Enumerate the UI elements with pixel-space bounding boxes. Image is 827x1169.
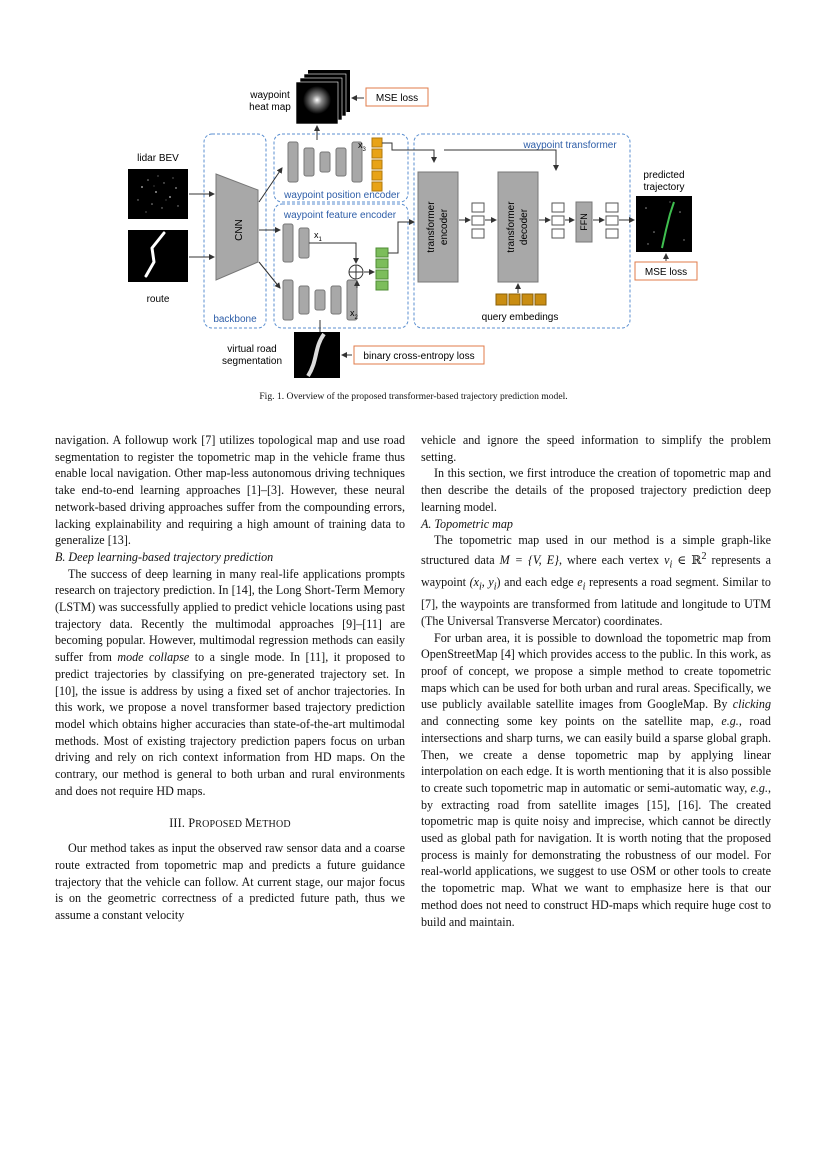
- heat-map-label-1: waypoint: [250, 90, 290, 101]
- predicted-label-1: predicted: [643, 170, 685, 181]
- ffn-label: FFN: [579, 213, 589, 231]
- left-paragraph-1: navigation. A followup work [7] utilizes topological map and use road segmentation to register the topometric map in the vehicle frame thus enable local navigation. Other map-less autonomous driving techniques take end-to-end learning approaches [1]–[3]. However, these neural network-based driving approaches suffer from the compounding errors, lacking explainability and requiring a high amount of training data to generalize [13].: [55, 433, 405, 548]
- decoder-label-1: transformer: [506, 201, 517, 253]
- lidar-bev-label: lidar BEV: [137, 153, 179, 164]
- section-3-heading: III. PROPOSED METHOD: [169, 816, 291, 831]
- left-column: [55, 432, 405, 924]
- predicted-label-2: trajectory: [643, 182, 685, 193]
- left-paragraph-2: The success of deep learning in many real-life applications prompts research on trajectory prediction. In [14], the Long Short-Term Memory (LSTM) was successfully applied to predict vehicle locations using past trajectory data. Recently the multimodal approaches [9]–[11] are becoming popular. However, multimodal regression methods can easily suffer from mode collapse to a single mode. In [11], it proposed to predict trajectories by classifying on pre-generated trajectory set. In [10], the issue is address by using a fixed set of anchor trajectories. In this work, we propose a novel transformer based trajectory prediction model which obtains higher accuracies than state-of-the-art multimodal methods. Most of existing trajectory prediction papers focus on urban driving and rely on rich context information from HD maps. On the contrary, our method is general to both urban and rural environments and does not require HD maps.: [55, 566, 405, 798]
- virtual-road-label-2: segmentation: [221, 356, 283, 367]
- feature-tokens: [376, 248, 388, 290]
- right-column: [421, 432, 771, 930]
- position-encoder-label: waypoint position encoder: [284, 190, 400, 201]
- right-paragraph-2: In this section, we first introduce the creation of topometric map and then describe the details of the proposed trajectory prediction deep learning model.: [421, 466, 771, 514]
- route-image: [128, 230, 188, 282]
- encoder-output-tokens: [472, 203, 484, 238]
- transformer-encoder-block: [418, 172, 458, 282]
- heat-map-label-2: heat map: [249, 102, 291, 113]
- right-paragraph-3: The topometric map used in our method is a simple graph-like structured data M = {V, E}, where each vertex $v_i$ ∈ ℝ$^2$ represents a waypoint ($x_i$, $y_i$) and each edge $e_i$ represents a road segment. Similar to [7], the waypoints are transformed from latitude and longitude to UTM (The Universal Transverse Mercator) coordinates.: [421, 533, 771, 628]
- left-paragraph-3: Our method takes as input the observed raw sensor data and a coarse route extracted from topometric map and predicts a future guidance trajectory that the vehicle can follow. At current stage, our major focus is on the geometric correctness of a predicted future path, thus we assume a constant velocity: [55, 841, 405, 922]
- route-label: route: [146, 294, 170, 305]
- x1-label: $x_1$: [314, 230, 322, 243]
- ffn-output-tokens: [606, 203, 618, 238]
- query-embedding-tokens: [496, 294, 546, 305]
- bce-loss-label: binary cross-entropy loss: [363, 351, 475, 362]
- cnn-label: CNN: [234, 219, 245, 241]
- position-tokens: [372, 138, 382, 191]
- query-embeddings-label: query embedings: [481, 312, 559, 323]
- feature-encoder-label: waypoint feature encoder: [283, 210, 397, 221]
- decoder-output-tokens: [552, 203, 564, 238]
- right-paragraph-1: vehicle and ignore the speed information to simplify the problem setting.: [421, 433, 771, 464]
- encoder-label-1: transformer: [426, 201, 437, 253]
- decoder-label-2: decoder: [519, 208, 530, 246]
- mse-loss-bottom-label: MSE loss: [644, 267, 688, 278]
- right-paragraph-4: For urban area, it is possible to download the topometric map from OpenStreetMap [4] which provides access to the public. In this work, as proof of concept, we propose a simple method to create topometric maps which can be used for both urban and rural areas. Specifically, we use publicly available satellite images from GoogleMap. By clicking and connecting some key points on the satellite map, e.g., road intersections and sharp turns, we can easily build a sparse global graph. Then, we create a dense topometric map by applying linear interpolation on each edge. It is worth mentioning that it is also possible to create such topometric map in automatic or semi-automatic way, e.g., by extracting road from satellite images [15], [16]. The created topometric map is quite noisy and imprecise, which cannot be directly used as global path for navigation. It is worth noting that the proposed process is mainly for demonstrating the robustness of our model. For real-world applications, we suggest to use OSM or other tools to create the topometric map. What we want to emphasize here is that our method does not need to construct HD-maps which require huge cost to build and maintain.: [421, 630, 771, 929]
- x3-label: $x_3$: [358, 140, 366, 153]
- architecture-diagram: [118, 62, 718, 384]
- backbone-label: backbone: [213, 314, 257, 325]
- mse-loss-top-label: MSE loss: [375, 93, 419, 104]
- virtual-road-label-1: virtual road: [227, 344, 277, 355]
- figure-1: [118, 62, 718, 384]
- figure-caption: Fig. 1. Overview of the proposed transformer-based trajectory prediction model.: [259, 391, 568, 402]
- subsection-a-heading: A. Topometric map: [421, 516, 513, 531]
- x2-label: $x_2$: [350, 308, 358, 321]
- position-encoder-blocks: [288, 142, 362, 182]
- transformer-decoder-block: [498, 172, 538, 282]
- subsection-b-heading: B. Deep learning-based trajectory prediction: [55, 549, 274, 564]
- encoder-label-2: encoder: [439, 208, 450, 246]
- waypoint-transformer-label: waypoint transformer: [523, 140, 617, 151]
- heat-map-stack: [296, 70, 350, 124]
